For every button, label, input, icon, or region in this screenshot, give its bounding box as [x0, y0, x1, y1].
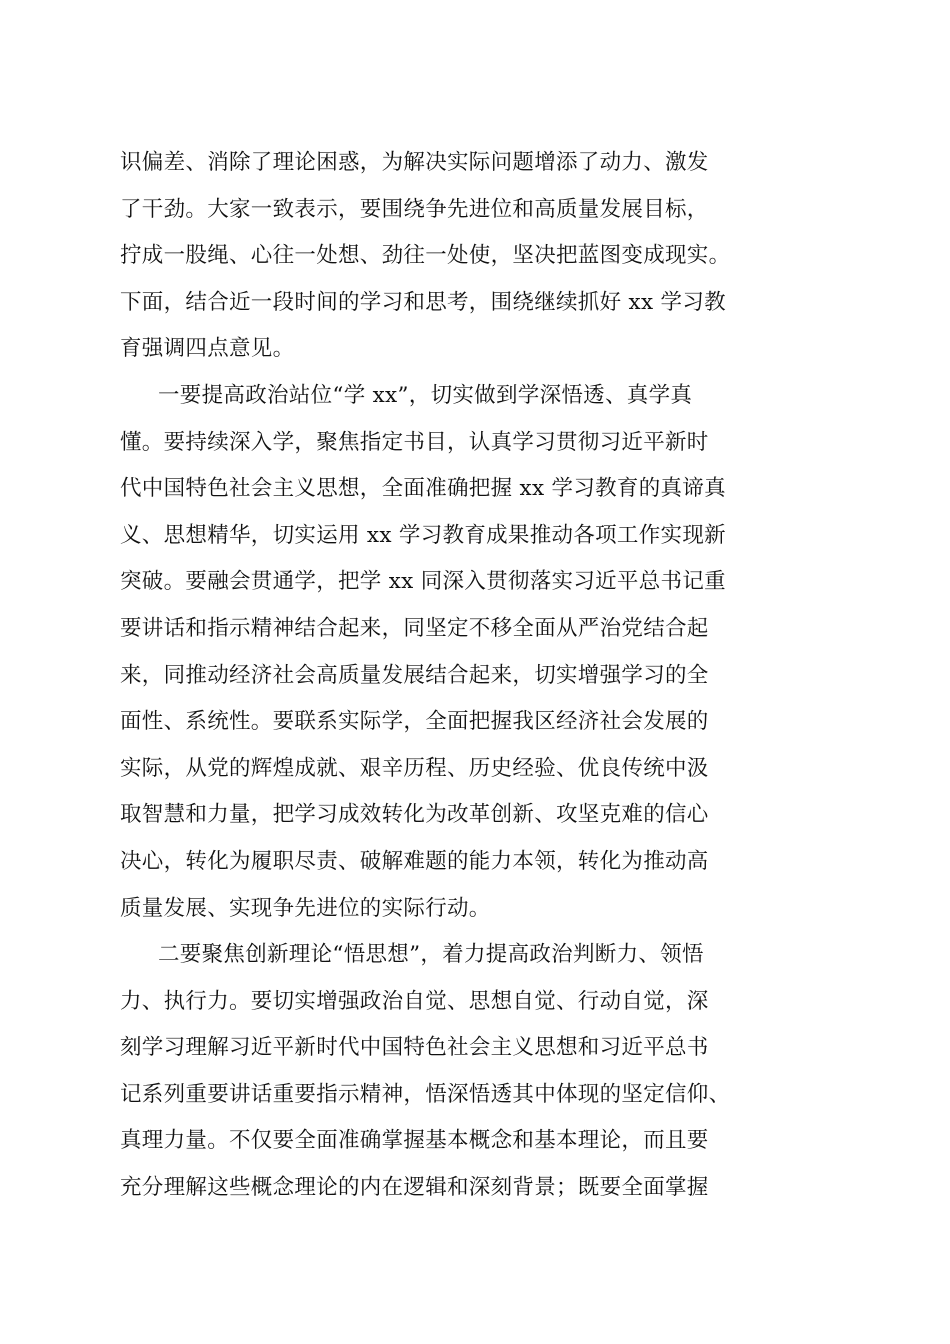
text-line: 识偏差、消除了理论困惑，为解决实际问题增添了动力、激发: [120, 150, 709, 175]
text-line: 义、思想精华，切实运用 xx 学习教育成果推动各项工作实现新: [120, 522, 726, 548]
text-line: 要讲话和指示精神结合起来，同坚定不移全面从严治党结合起: [120, 615, 709, 641]
text-line: 来，同推动经济社会高质量发展结合起来，切实增强学习的全: [120, 662, 709, 688]
paragraph-first-line: 一要提高政治站位“学 xx”，切实做到学深悟透、真学真: [158, 382, 693, 408]
text-line: 决心，转化为履职尽责、破解难题的能力本领，转化为推动高: [120, 848, 709, 874]
text-line: 拧成一股绳、心往一处想、劲往一处使，坚决把蓝图变成现实。: [120, 243, 731, 269]
text-line: 突破。要融会贯通学，把学 xx 同深入贯彻落实习近平总书记重: [120, 569, 726, 595]
text-line: 充分理解这些概念理论的内在逻辑和深刻背景；既要全面掌握: [120, 1175, 709, 1201]
text-line: 刻学习理解习近平新时代中国特色社会主义思想和习近平总书: [120, 1035, 709, 1061]
text-line: 面性、系统性。要联系实际学，全面把握我区经济社会发展的: [120, 709, 709, 735]
body-text: [120, 140, 860, 1212]
text-line: 力、执行力。要切实增强政治自觉、思想自觉、行动自觉，深: [120, 988, 709, 1014]
text-line: 记系列重要讲话重要指示精神，悟深悟透其中体现的坚定信仰、: [120, 1081, 731, 1107]
text-line: 了干劲。大家一致表示，要围绕争先进位和高质量发展目标，: [120, 196, 709, 222]
text-line: 下面，结合近一段时间的学习和思考，围绕继续抓好 xx 学习教: [120, 289, 726, 315]
text-line: 质量发展、实现争先进位的实际行动。: [120, 895, 491, 921]
text-line: 真理力量。不仅要全面准确掌握基本概念和基本理论，而且要: [120, 1128, 709, 1154]
text-line: 取智慧和力量，把学习成效转化为改革创新、攻坚克难的信心: [120, 802, 709, 828]
text-line: 实际，从党的辉煌成就、艰辛历程、历史经验、优良传统中汲: [120, 755, 709, 781]
text-line: 懂。要持续深入学，聚焦指定书目，认真学习贯彻习近平新时: [120, 429, 709, 455]
paragraph-first-line: 二要聚焦创新理论“悟思想”，着力提高政治判断力、领悟: [158, 942, 704, 968]
text-line: 育强调四点意见。: [120, 336, 295, 362]
text-line: 代中国特色社会主义思想，全面准确把握 xx 学习教育的真谛真: [120, 476, 726, 502]
